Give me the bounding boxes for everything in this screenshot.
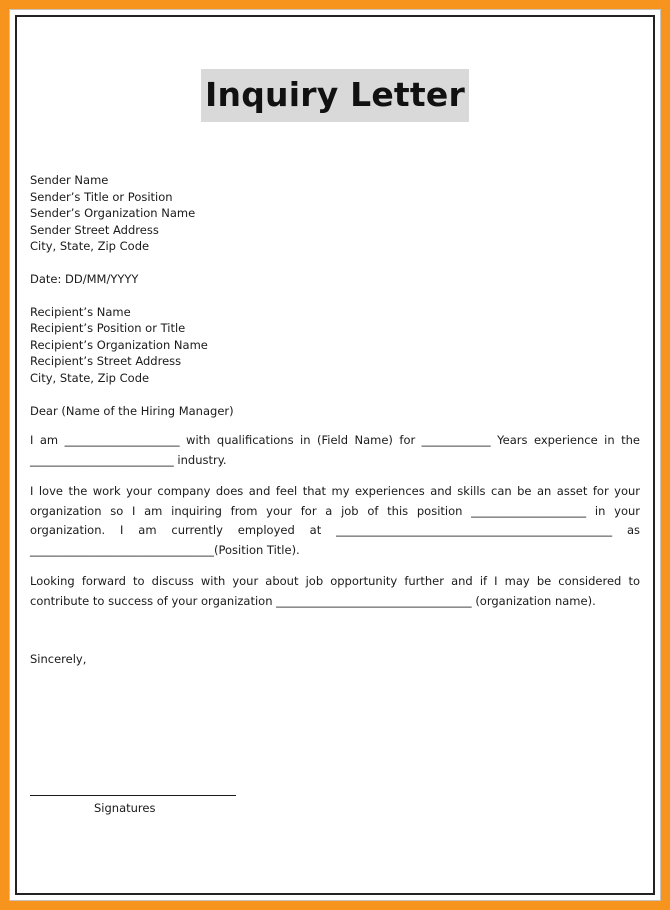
salutation-block bbox=[30, 403, 640, 420]
title-wrap bbox=[17, 69, 653, 122]
frame-inner bbox=[9, 9, 661, 901]
date-line: Date: DD/MM/YYYY bbox=[30, 271, 139, 286]
paragraph-1: I am ____________________ with qualifications in (Field Name) for ____________ Years experience in the _________________________ industry. bbox=[30, 433, 640, 467]
recipient-title: Recipient’s Position or Title bbox=[30, 321, 186, 336]
signature-area bbox=[30, 787, 236, 816]
recipient-city: City, State, Zip Code bbox=[30, 370, 150, 385]
document-title: Inquiry Letter bbox=[201, 69, 469, 122]
paragraph-3: Looking forward to discuss with your about job opportunity further and if I may be considered to contribute to success of your organization __________________________________ (organization name). bbox=[30, 574, 640, 608]
sender-block bbox=[30, 172, 640, 255]
letter-page bbox=[15, 15, 655, 895]
signature-label: Signatures bbox=[94, 801, 156, 815]
signature-line bbox=[30, 795, 236, 796]
sender-title: Sender’s Title or Position bbox=[30, 189, 173, 204]
salutation: Dear (Name of the Hiring Manager) bbox=[30, 403, 234, 418]
sender-organization: Sender’s Organization Name bbox=[30, 206, 196, 221]
recipient-organization: Recipient’s Organization Name bbox=[30, 337, 208, 352]
sender-street: Sender Street Address bbox=[30, 222, 159, 237]
recipient-name: Recipient’s Name bbox=[30, 304, 131, 319]
closing: Sincerely, bbox=[30, 652, 87, 667]
sender-name: Sender Name bbox=[30, 173, 109, 187]
sender-city: City, State, Zip Code bbox=[30, 239, 150, 254]
letter-body bbox=[30, 172, 640, 667]
recipient-block bbox=[30, 304, 640, 387]
recipient-street: Recipient’s Street Address bbox=[30, 354, 182, 369]
paragraph-2: I love the work your company does and feel that my experiences and skills can be an asset for your organization so I am inquiring from your for a job of this position ____________________ in your organization. I am currently employed at ________________________________________________ as ________________________________(Position Title). bbox=[30, 484, 640, 557]
date-block bbox=[30, 271, 640, 288]
